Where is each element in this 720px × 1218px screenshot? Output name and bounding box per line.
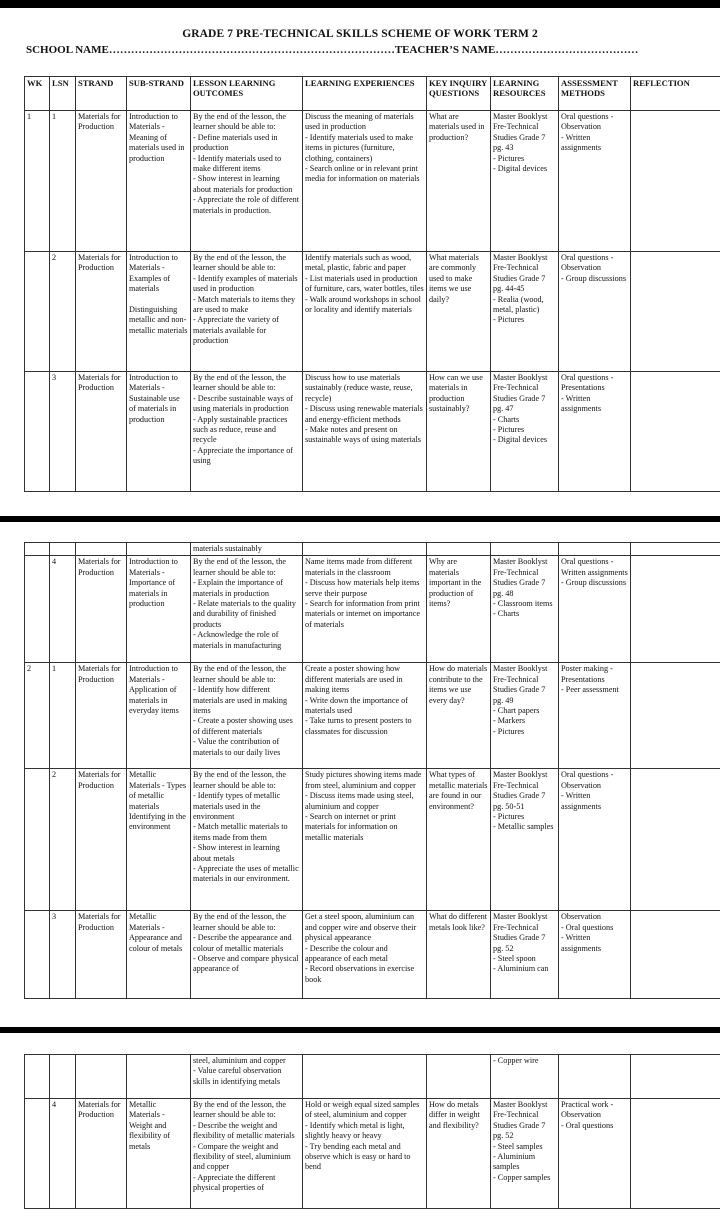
cell-week: [25, 769, 50, 911]
cell-questions: What do different metals look like?: [427, 911, 491, 999]
page-separator: [0, 516, 720, 522]
cell-sub-strand: Introduction to Materials - Importance of materials in production: [127, 556, 191, 663]
cell-experiences: Identify materials such as wood, metal, plastic, fabric and paper - List materials used in production of furniture, cars, water bottles, tiles - Walk around workshops in school or locality and identify materials: [303, 252, 427, 372]
cell-lesson: 3: [50, 911, 76, 999]
cell-week: 1: [25, 111, 50, 252]
table-row: [25, 252, 720, 372]
cell-outcomes: By the end of the lesson, the learner should be able to: - Describe the weight and flexibility of metallic materials - Compare the weight and flexibility of steel, aluminium and copper - Appreciate the different physical properties of: [191, 1099, 303, 1209]
cell-reflection: [631, 663, 720, 769]
cell-resources: Master Booklyst Fre-Technical Studies Grade 7 pg. 49 - Chart papers - Markers - Pictures: [491, 663, 559, 769]
cell-experiences: Discuss how to use materials sustainably (reduce waste, reuse, recycle) - Discuss using renewable materials and energy-efficient methods - Make notes and present on sustainable ways of using materials: [303, 372, 427, 492]
header-reflection: REFLECTION: [631, 77, 720, 111]
page-title: GRADE 7 PRE-TECHNICAL SKILLS SCHEME OF WORK TERM 2: [182, 28, 538, 40]
cell-questions: How do materials contribute to the items we use every day?: [427, 663, 491, 769]
table-row: [25, 111, 720, 252]
cell-strand: Materials for Production: [76, 769, 127, 911]
cell-lesson: 4: [50, 1099, 76, 1209]
cell-lesson: 4: [50, 556, 76, 663]
cell-assessment: Poster making - Presentations - Peer assessment: [559, 663, 631, 769]
header-wk: WK: [25, 77, 50, 111]
carry-resources: - Copper wire: [491, 1055, 559, 1099]
cell-sub-strand: Introduction to Materials - Sustainable use of materials in production: [127, 372, 191, 492]
cell-strand: Materials for Production: [76, 663, 127, 769]
cell-experiences: Get a steel spoon, aluminium can and copper wire and observe their physical appearance - Describe the colour and appearance of each metal - Record observations in exercise book: [303, 911, 427, 999]
cell-lesson: 1: [50, 111, 76, 252]
cell-reflection: [631, 111, 720, 252]
cell-lesson: 1: [50, 663, 76, 769]
scheme-table-page-2: [24, 542, 720, 999]
cell-week: [25, 372, 50, 492]
cell-reflection: [631, 372, 720, 492]
cell-assessment: Oral questions - Presentations - Written assignments: [559, 372, 631, 492]
header-resources: LEARNING RESOURCES: [491, 77, 559, 111]
cell-questions: What types of metallic materials are found in our environment?: [427, 769, 491, 911]
cell-strand: Materials for Production: [76, 252, 127, 372]
table-row: [25, 769, 720, 911]
cell-sub-strand: Metallic Materials - Weight and flexibility of metals: [127, 1099, 191, 1209]
header-outcomes: LESSON LEARNING OUTCOMES: [191, 77, 303, 111]
cell-resources: Master Booklyst Fre-Technical Studies Grade 7 pg. 44-45 - Realia (wood, metal, plastic) - Pictures: [491, 252, 559, 372]
cell-resources: Master Booklyst Fre-Technical Studies Grade 7 pg. 52 - Steel spoon - Aluminium can: [491, 911, 559, 999]
cell-week: [25, 911, 50, 999]
cell-experiences: Study pictures showing items made from steel, aluminium and copper - Discuss items made using steel, aluminium and copper - Search on internet or print materials for information on metallic materials: [303, 769, 427, 911]
carry-over-row: [25, 543, 720, 556]
table-row: [25, 1099, 720, 1209]
cell-week: 2: [25, 663, 50, 769]
cell-resources: Master Booklyst Fre-Technical Studies Grade 7 pg. 48 - Classroom items - Charts: [491, 556, 559, 663]
scheme-table-page-3: [24, 1054, 720, 1209]
header-assessment: ASSESSMENT METHODS: [559, 77, 631, 111]
cell-sub-strand: Introduction to Materials - Examples of materials Distinguishing metallic and non-metallic materials: [127, 252, 191, 372]
cell-outcomes: By the end of the lesson, the learner should be able to: - Identify types of metallic materials used in the environment - Match metallic materials to items made from them - Show interest in learning about metals - Appreciate the uses of metallic materials in our environment.: [191, 769, 303, 911]
cell-assessment: Practical work - Observation - Oral questions: [559, 1099, 631, 1209]
cell-assessment: Oral questions - Observation - Written assignments: [559, 111, 631, 252]
cell-strand: Materials for Production: [76, 556, 127, 663]
page-2: [24, 542, 720, 999]
cell-week: [25, 1099, 50, 1209]
page-3: [24, 1054, 720, 1209]
cell-experiences: Hold or weigh equal sized samples of steel, aluminium and copper - Identify which metal is light, slightly heavy or heavy - Try bending each metal and observe which is easy or hard to bend: [303, 1099, 427, 1209]
cell-experiences: Create a poster showing how different materials are used in making items - Write down the importance of materials used - Take turns to present posters to classmates for discussion: [303, 663, 427, 769]
table-row: [25, 556, 720, 663]
cell-lesson: 2: [50, 769, 76, 911]
cell-lesson: 3: [50, 372, 76, 492]
cell-experiences: Name items made from different materials in the classroom - Discuss how materials help items serve their purpose - Search for information from print materials or internet on importance of materials: [303, 556, 427, 663]
cell-lesson: 2: [50, 252, 76, 372]
cell-outcomes: By the end of the lesson, the learner should be able to: - Explain the importance of materials in production - Relate materials to the quality and durability of finished products - Acknowledge the role of materials in manufacturing: [191, 556, 303, 663]
header-lsn: LSN: [50, 77, 76, 111]
cell-outcomes: By the end of the lesson, the learner should be able to: - Describe sustainable ways of using materials in production - Apply sustainable practices such as reduce, reuse and recycle - Appreciate the importance of using: [191, 372, 303, 492]
cell-sub-strand: Introduction to Materials - Meaning of materials used in production: [127, 111, 191, 252]
carry-outcomes: materials sustainably: [191, 543, 303, 556]
header-experiences: LEARNING EXPERIENCES: [303, 77, 427, 111]
cell-outcomes: By the end of the lesson, the learner should be able to: - Identify how different materials are used in making items - Create a poster showing uses of different materials - Value the contribution of materials to our daily lives: [191, 663, 303, 769]
cell-assessment: Observation - Oral questions - Written assignments: [559, 911, 631, 999]
cell-sub-strand: Introduction to Materials - Application of materials in everyday items: [127, 663, 191, 769]
cell-outcomes: By the end of the lesson, the learner should be able to: - Define materials used in production - Identify materials used to make different items - Show interest in learning about materials for production - Appreciate the role of different materials in production.: [191, 111, 303, 252]
cell-resources: Master Booklyst Fre-Technical Studies Grade 7 pg. 47 - Charts - Pictures - Digital devices: [491, 372, 559, 492]
cell-sub-strand: Metallic Materials - Types of metallic materials Identifying in the environment: [127, 769, 191, 911]
cell-strand: Materials for Production: [76, 1099, 127, 1209]
cell-resources: Master Booklyst Fre-Technical Studies Grade 7 pg. 52 - Steel samples - Aluminium samples - Copper samples: [491, 1099, 559, 1209]
cell-assessment: Oral questions - Written assignments - Group discussions: [559, 556, 631, 663]
header-sub-strand: SUB-STRAND: [127, 77, 191, 111]
cell-strand: Materials for Production: [76, 111, 127, 252]
cell-assessment: Oral questions - Observation - Written assignments: [559, 769, 631, 911]
cell-reflection: [631, 252, 720, 372]
cell-outcomes: By the end of the lesson, the learner should be able to: - Describe the appearance and colour of metallic materials - Observe and compare physical appearance of: [191, 911, 303, 999]
school-teacher-line: SCHOOL NAME……………………………………………………………………TEACHER’S NAME…………………………………: [26, 44, 639, 56]
scheme-table-page-1: [24, 76, 720, 492]
table-row: [25, 372, 720, 492]
header-strand: STRAND: [76, 77, 127, 111]
top-border: [0, 0, 720, 8]
cell-sub-strand: Metallic Materials - Appearance and colour of metals: [127, 911, 191, 999]
cell-week: [25, 252, 50, 372]
cell-resources: Master Booklyst Fre-Technical Studies Grade 7 pg. 43 - Pictures - Digital devices: [491, 111, 559, 252]
cell-strand: Materials for Production: [76, 372, 127, 492]
page-separator: [0, 1027, 720, 1033]
cell-questions: How do metals differ in weight and flexibility?: [427, 1099, 491, 1209]
cell-reflection: [631, 1099, 720, 1209]
cell-questions: What are materials used in production?: [427, 111, 491, 252]
cell-questions: How can we use materials in production sustainably?: [427, 372, 491, 492]
table-row: [25, 911, 720, 999]
table-row: [25, 663, 720, 769]
cell-questions: Why are materials important in the production of items?: [427, 556, 491, 663]
page-1: [24, 76, 720, 492]
cell-assessment: Oral questions - Observation - Group discussions: [559, 252, 631, 372]
cell-outcomes: By the end of the lesson, the learner should be able to: - Identify examples of materials used in production - Match materials to items they are used to make - Appreciate the variety of materials available for production: [191, 252, 303, 372]
cell-week: [25, 556, 50, 663]
cell-reflection: [631, 556, 720, 663]
carry-over-row: [25, 1055, 720, 1099]
carry-outcomes: steel, aluminium and copper - Value careful observation skills in identifying metals: [191, 1055, 303, 1099]
cell-reflection: [631, 911, 720, 999]
cell-experiences: Discuss the meaning of materials used in production - Identify materials used to make items in pictures (furniture, clothing, containers) - Search online or in relevant print media for information on materials: [303, 111, 427, 252]
cell-resources: Master Booklyst Fre-Technical Studies Grade 7 pg. 50-51 - Pictures - Metallic samples: [491, 769, 559, 911]
cell-strand: Materials for Production: [76, 911, 127, 999]
cell-reflection: [631, 769, 720, 911]
header-questions: KEY INQUIRY QUESTIONS: [427, 77, 491, 111]
table-header-row: [25, 77, 720, 111]
cell-questions: What materials are commonly used to make items we use daily?: [427, 252, 491, 372]
